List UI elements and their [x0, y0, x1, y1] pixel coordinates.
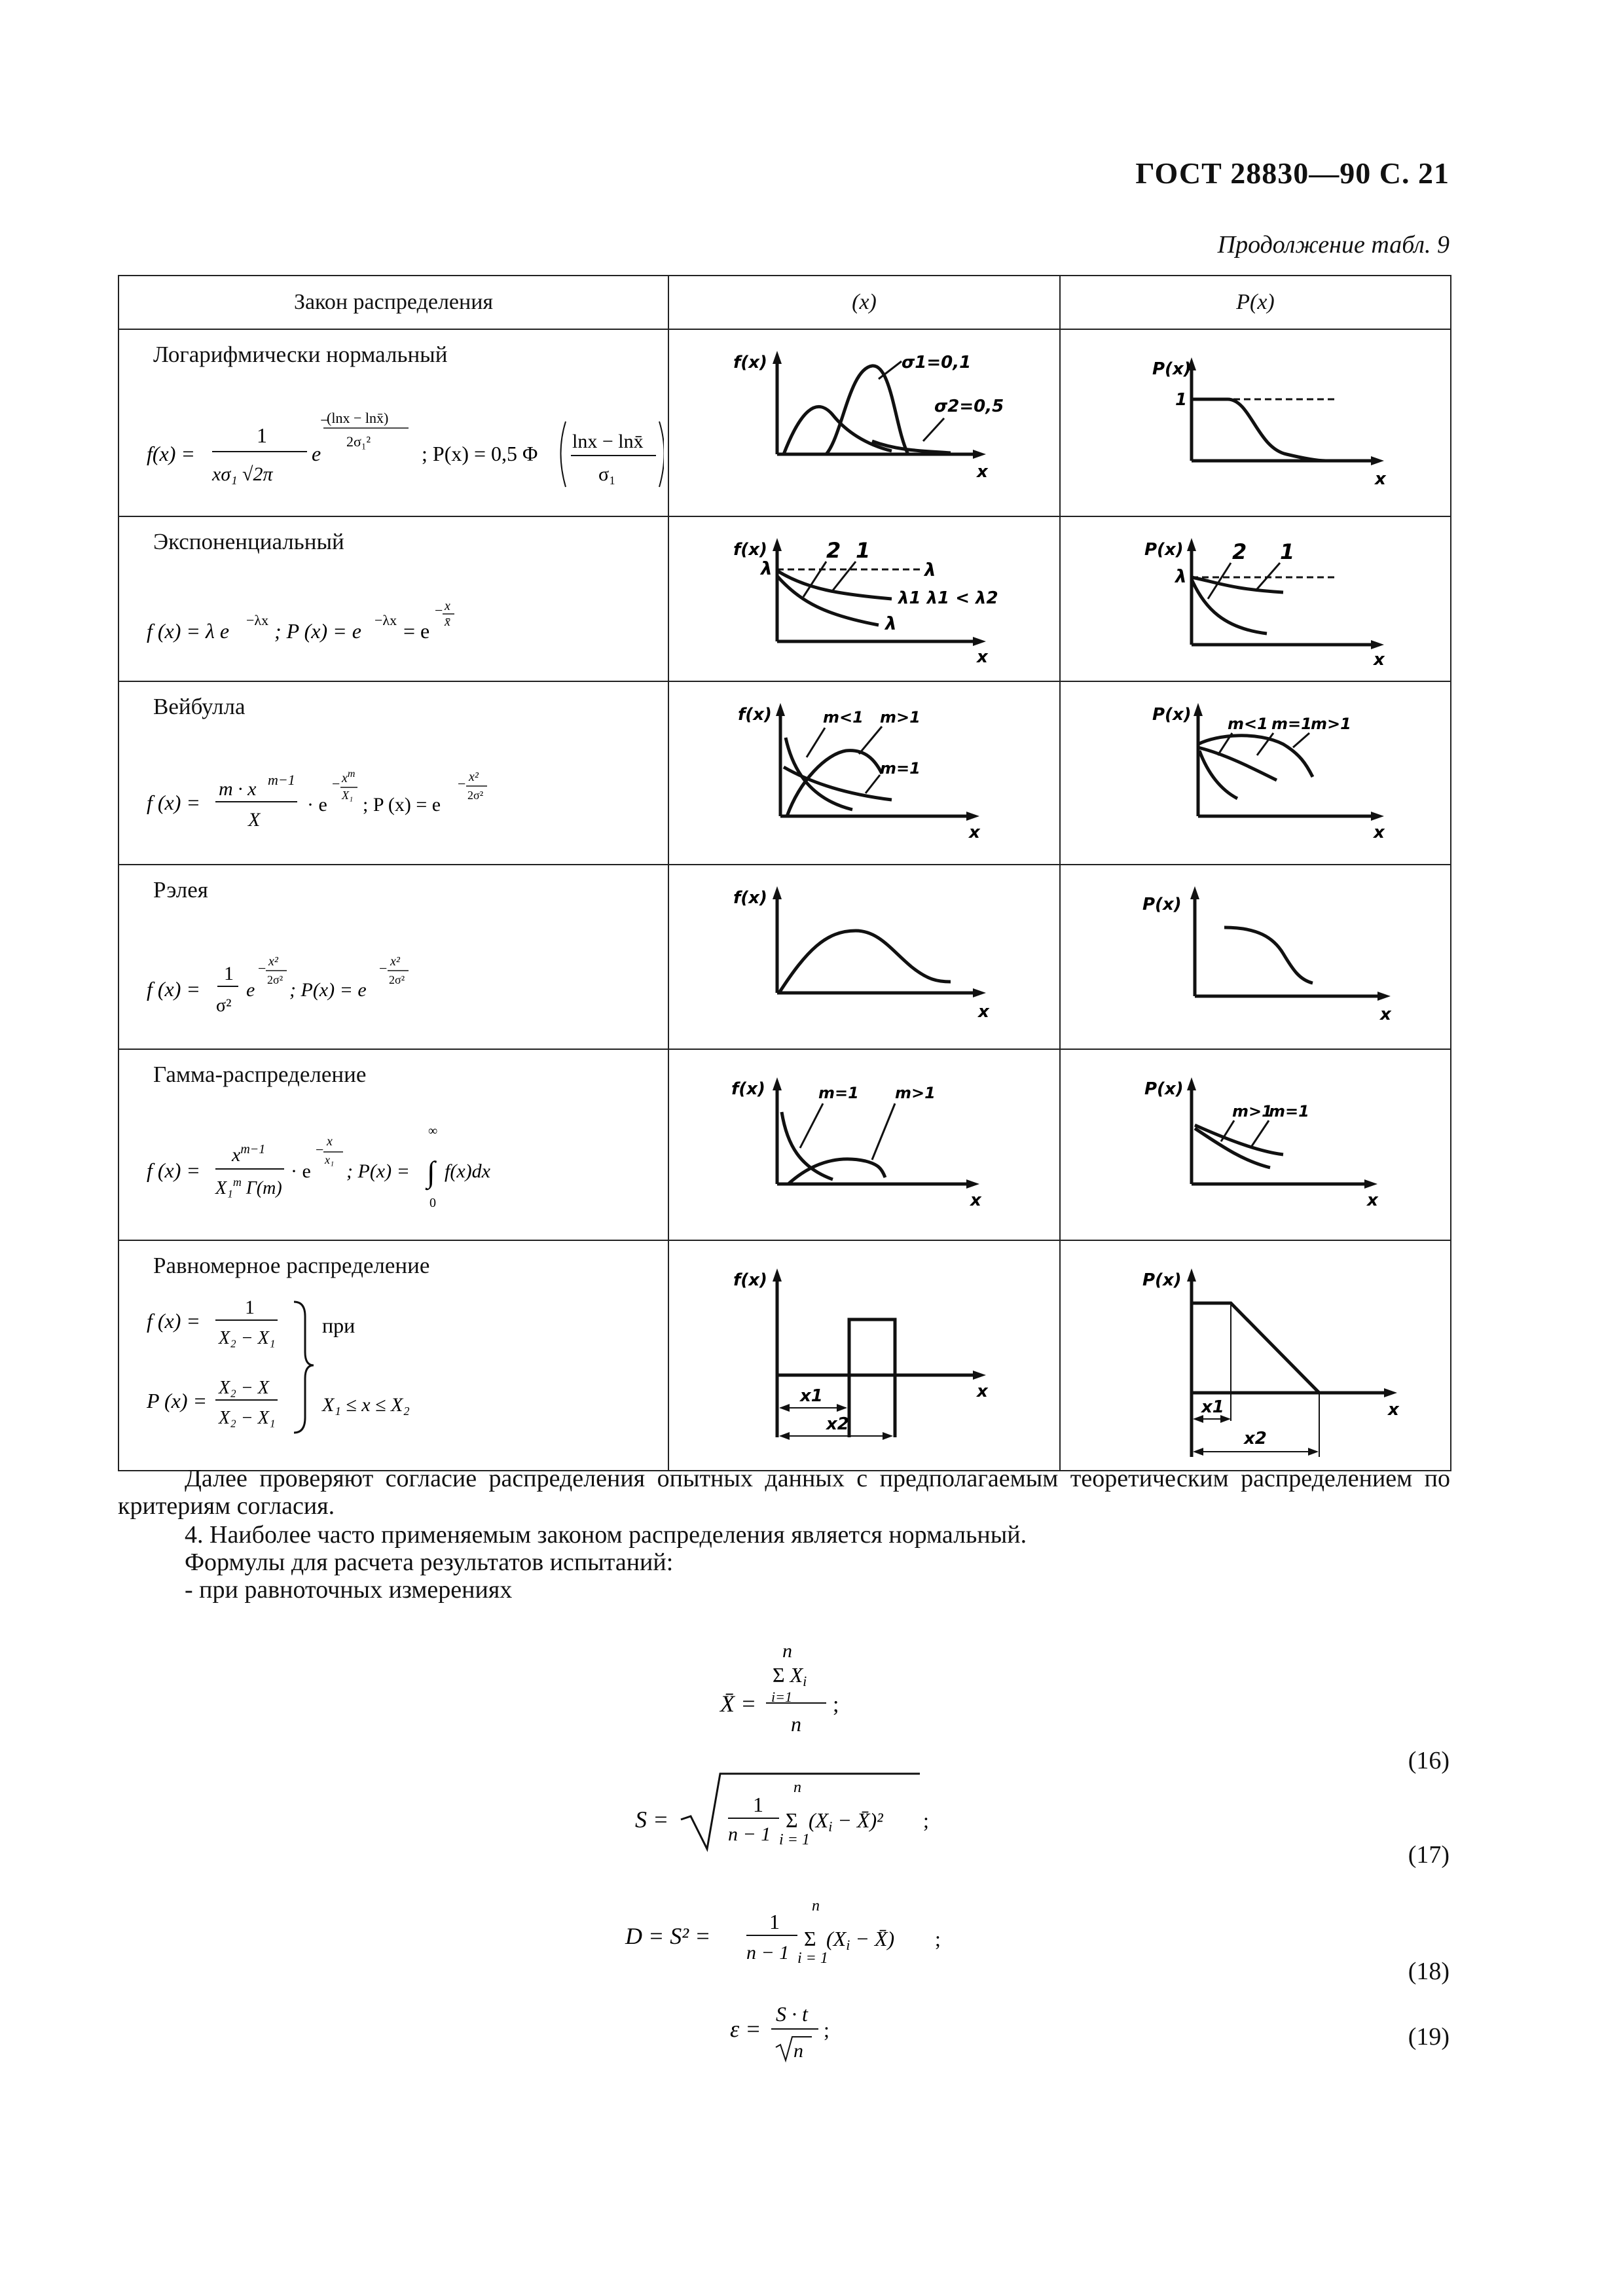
svg-text:xm−1: $x^{m-1}$	[232, 1142, 266, 1166]
x-axis-label: x	[977, 647, 988, 667]
paragraph: 4. Наиболее часто применяемым законом распределения является нормальный.	[185, 1521, 1027, 1549]
svg-text:−λx: −λx	[374, 612, 397, 628]
law-cell	[119, 681, 668, 865]
svg-text:−: −	[458, 776, 466, 792]
svg-text:−: −	[332, 776, 340, 792]
table-continuation-label: Продолжение табл. 9	[1217, 231, 1450, 259]
svg-text:(lnx − lnx̄): (lnx − lnx̄)	[327, 410, 389, 426]
law-name: Гамма-распределение	[153, 1062, 367, 1087]
y-axis-label: P(x)	[1152, 705, 1192, 725]
svg-text:2σ²: 2σ²	[467, 789, 484, 802]
svg-text:X₂ − X₁: X₂ − X₁	[219, 1408, 276, 1428]
law-cell	[119, 865, 668, 1049]
svg-text:1: 1	[257, 423, 267, 447]
svg-text:x²: x²	[390, 954, 400, 969]
condition-label: λ1 λ1 < λ2	[898, 588, 998, 608]
svg-text:0: 0	[429, 1196, 436, 1210]
table-header-row	[119, 276, 1451, 329]
x-axis-label: x	[1374, 650, 1385, 670]
table-row	[119, 329, 1451, 516]
equation-number: (17)	[1408, 1841, 1450, 1869]
px-plot-cell	[1060, 516, 1451, 681]
svg-text:n: n	[793, 2040, 803, 2062]
x-axis-label: x	[970, 1191, 981, 1210]
paragraph: Далее проверяют согласие распределения опытных данных с предполагаемым теоретическим распределением по критериям согласия.	[118, 1465, 1450, 1520]
svg-text:1: 1	[224, 963, 234, 984]
svg-text:Σ Xi: Σ Xi	[773, 1663, 807, 1689]
curve-label: m=1	[880, 759, 921, 778]
svg-text:n − 1: n − 1	[728, 1823, 771, 1845]
col-header-px: P(x)	[1060, 276, 1451, 329]
x-axis-label: x	[969, 823, 980, 842]
svg-text:= e: = e	[403, 619, 430, 643]
equation-number: (18)	[1408, 1958, 1450, 1985]
y-axis-label: f(x)	[733, 888, 767, 908]
law-name: Равномерное распределение	[153, 1253, 430, 1278]
y-axis-label: P(x)	[1144, 540, 1184, 560]
curve-label: 1	[1280, 539, 1295, 564]
distribution-table	[118, 275, 1451, 1471]
law-formula	[147, 914, 664, 1039]
col-header-law: Закон распределения	[119, 276, 668, 329]
svg-text:X₂ − X: X₂ − X	[219, 1378, 269, 1398]
svg-text:−: −	[258, 960, 266, 977]
px-plot-cell	[1060, 329, 1451, 516]
curve-label: m>1	[880, 708, 921, 726]
svg-text:n: n	[791, 1712, 801, 1736]
y-axis-label: f(x)	[733, 353, 767, 372]
lambda-label: λ	[1175, 565, 1187, 587]
svg-text:X₁: X₁	[342, 789, 354, 802]
curve-label: m<1	[1228, 715, 1268, 733]
svg-text:f (x) = λ e: f (x) = λ e	[147, 619, 230, 643]
y-axis-label: f(x)	[733, 1270, 767, 1290]
svg-text:2σ²: 2σ²	[389, 973, 405, 986]
px-plot-cell	[1060, 1049, 1451, 1240]
svg-text:;: ;	[935, 1927, 941, 1950]
px-plot-lognormal	[1061, 330, 1451, 516]
svg-text:e: e	[312, 442, 321, 465]
svg-text:P (x) =: P (x) =	[147, 1389, 208, 1412]
curve-label: σ2=0,5	[934, 397, 1004, 416]
y-axis-label: f(x)	[731, 1079, 765, 1099]
svg-text:1: 1	[769, 1910, 780, 1933]
y-axis-label: P(x)	[1142, 1270, 1182, 1290]
svg-text:· e: · e	[291, 1160, 311, 1182]
px-plot-exponential	[1061, 517, 1451, 681]
svg-text:X₁m Γ(m): X₁$^m$ Γ(m)	[215, 1175, 282, 1198]
svg-text:;: ;	[923, 1808, 929, 1832]
svg-text:m−1: m−1	[268, 772, 295, 788]
equation-16	[0, 1636, 1623, 1761]
interval-label: x2	[826, 1414, 849, 1434]
law-cell	[119, 1240, 668, 1471]
law-cell	[119, 329, 668, 516]
x-axis-label: x	[978, 1002, 989, 1022]
fx-plot-cell	[668, 865, 1060, 1049]
svg-text:1: 1	[753, 1793, 763, 1816]
x-axis-label: x	[977, 462, 988, 482]
svg-text:f (x) =: f (x) =	[147, 1158, 200, 1182]
svg-text:x₁: x₁	[325, 1153, 335, 1166]
svg-text:X: X	[248, 809, 261, 831]
table-row	[119, 1240, 1451, 1471]
svg-text:; P(x) = e: ; P(x) = e	[289, 979, 367, 1001]
svg-text:Σ: Σ	[786, 1808, 798, 1832]
svg-text:Σ: Σ	[804, 1927, 816, 1950]
law-cell	[119, 1049, 668, 1240]
interval-label: x1	[800, 1386, 823, 1406]
table-row	[119, 865, 1451, 1049]
curve-label: m>1	[1311, 715, 1351, 733]
svg-text:1: 1	[245, 1297, 255, 1318]
x-axis-label: x	[1380, 1005, 1391, 1024]
fx-plot-exponential	[669, 517, 1060, 681]
law-formula	[147, 1283, 664, 1454]
law-formula	[147, 731, 664, 855]
y-axis-label: f(x)	[733, 540, 767, 560]
px-plot-rayleigh	[1061, 865, 1451, 1049]
fx-plot-weibull	[669, 682, 1060, 864]
px-plot-weibull	[1061, 682, 1451, 864]
law-formula	[147, 382, 664, 507]
lambda-label: λ	[761, 558, 773, 579]
equation-18	[0, 1895, 1623, 1980]
fx-plot-lognormal	[669, 330, 1060, 516]
law-formula	[147, 563, 664, 687]
y-axis-label: f(x)	[738, 705, 772, 725]
svg-text:f(x)dx: f(x)dx	[445, 1160, 490, 1182]
svg-text:σ²: σ²	[216, 996, 232, 1016]
svg-text:m · x: m · x	[219, 778, 257, 800]
curve-label: 2	[826, 538, 841, 563]
x-axis-label: x	[1388, 1400, 1399, 1420]
law-name: Логарифмически нормальный	[153, 342, 448, 367]
law-name: Экспоненциальный	[153, 529, 344, 554]
fx-plot-rayleigh	[669, 865, 1060, 1049]
law-name: Вейбулла	[153, 694, 246, 719]
level-label: 1	[1175, 390, 1188, 410]
law-cell	[119, 516, 668, 681]
table-row	[119, 681, 1451, 865]
px-plot-cell	[1060, 865, 1451, 1049]
svg-text:2σ²: 2σ²	[267, 973, 283, 986]
svg-text:f (x) =: f (x) =	[147, 791, 200, 814]
paragraph: Формулы для расчета результатов испытаний:	[185, 1549, 674, 1576]
equation-19	[0, 1990, 1623, 2075]
curve-label: m>1	[895, 1084, 936, 1102]
equation-number: (16)	[1408, 1747, 1450, 1774]
svg-text:n − 1: n − 1	[746, 1942, 790, 1964]
lambda-label: λ	[924, 559, 936, 581]
svg-text:x: x	[327, 1134, 333, 1149]
svg-text:· e: · e	[307, 794, 327, 816]
y-axis-label: P(x)	[1144, 1079, 1184, 1099]
svg-text:i=1: i=1	[771, 1689, 792, 1705]
svg-text:σ₁: σ₁	[598, 463, 616, 485]
fx-plot-gamma	[669, 1050, 1060, 1240]
x-axis-label: x	[1367, 1191, 1378, 1210]
svg-text:S · t: S · t	[776, 2002, 808, 2026]
svg-text:f(x) =: f(x) =	[147, 442, 195, 465]
curve-label: m<1	[823, 708, 864, 726]
y-axis-label: P(x)	[1142, 895, 1182, 914]
svg-text:f (x) =: f (x) =	[147, 977, 200, 1001]
curve-label: 1	[856, 538, 871, 563]
svg-text:x: x	[445, 599, 450, 613]
interval-label: x1	[1201, 1397, 1224, 1417]
px-plot-gamma	[1061, 1050, 1451, 1240]
svg-text:2σ₁²: 2σ₁²	[346, 433, 371, 450]
y-axis-label: P(x)	[1152, 359, 1192, 379]
svg-text:; P (x) = e: ; P (x) = e	[363, 794, 441, 816]
svg-text:n: n	[812, 1897, 820, 1914]
table-row	[119, 1049, 1451, 1240]
svg-text:i = 1: i = 1	[779, 1831, 810, 1848]
svg-text:(Xi − X̄): (Xi − X̄)	[826, 1927, 895, 1953]
svg-text:; P (x) = e: ; P (x) = e	[274, 619, 361, 643]
svg-text:n: n	[782, 1640, 792, 1662]
svg-text:при: при	[322, 1314, 356, 1337]
fx-plot-cell	[668, 329, 1060, 516]
svg-text:f (x) =: f (x) =	[147, 1309, 200, 1333]
lambda-label: λ	[885, 613, 897, 634]
svg-text:;: ;	[833, 1693, 839, 1717]
svg-text:x²: x²	[469, 770, 479, 784]
svg-text:ε =: ε =	[730, 2016, 761, 2042]
page-header: ГОСТ 28830—90 С. 21	[1135, 156, 1450, 190]
col-header-fx: (x)	[668, 276, 1060, 329]
svg-text:x̄: x̄	[445, 615, 450, 629]
svg-text:S =: S =	[635, 1806, 669, 1833]
law-name: Рэлея	[153, 877, 208, 903]
svg-text:X₂ − X₁: X₂ − X₁	[219, 1328, 276, 1348]
svg-text:n: n	[793, 1779, 801, 1796]
fx-plot-cell	[668, 516, 1060, 681]
svg-text:x²: x²	[268, 954, 278, 969]
paragraph: - при равноточных измерениях	[185, 1576, 513, 1604]
svg-text:i = 1: i = 1	[797, 1950, 828, 1967]
x-axis-label: x	[1375, 469, 1386, 489]
svg-text:−: −	[316, 1141, 324, 1158]
law-formula	[147, 1096, 664, 1220]
svg-text:∫: ∫	[427, 1155, 435, 1189]
fx-plot-cell	[668, 1240, 1060, 1471]
x-axis-label: x	[1374, 823, 1385, 842]
curve-label: m=1	[1269, 1102, 1309, 1121]
svg-text:∞: ∞	[428, 1124, 438, 1138]
curve-label: 2	[1232, 539, 1247, 564]
svg-text:xm: $x^m$	[342, 768, 356, 785]
svg-text:(Xi − X̄)²: (Xi − X̄)²	[809, 1808, 883, 1835]
fx-plot-cell	[668, 1049, 1060, 1240]
svg-text:; P(x) = 0,5 Φ: ; P(x) = 0,5 Φ	[422, 442, 538, 465]
curve-label: m=1	[1271, 715, 1312, 733]
svg-text:−: −	[435, 602, 443, 619]
svg-text:; P(x) =: ; P(x) =	[346, 1160, 410, 1182]
interval-label: x2	[1244, 1429, 1267, 1448]
equation-17	[0, 1767, 1623, 1865]
svg-text:xσ₁ √2π: xσ₁ √2π	[212, 463, 273, 485]
px-plot-uniform	[1061, 1241, 1451, 1470]
px-plot-cell	[1060, 1240, 1451, 1471]
svg-text:e: e	[246, 979, 255, 1001]
svg-text:−: −	[379, 960, 388, 977]
svg-text:X₁ ≤ x ≤ X₂: X₁ ≤ x ≤ X₂	[322, 1394, 410, 1416]
svg-text:X̄ =: X̄ =	[720, 1691, 757, 1717]
x-axis-label: x	[977, 1382, 988, 1401]
svg-text:D = S² =: D = S² =	[625, 1923, 711, 1949]
svg-text:;: ;	[824, 2018, 830, 2041]
equation-number: (19)	[1408, 2023, 1450, 2051]
curve-label: σ1=0,1	[902, 353, 972, 372]
fx-plot-cell	[668, 681, 1060, 865]
svg-text:−λx: −λx	[246, 612, 269, 628]
svg-text:lnx − lnx̄: lnx − lnx̄	[572, 431, 644, 452]
curve-label: m>1	[1232, 1102, 1273, 1121]
svg-text:−: −	[320, 412, 329, 429]
curve-label: m=1	[818, 1084, 859, 1102]
fx-plot-uniform	[669, 1241, 1060, 1470]
table-row	[119, 516, 1451, 681]
px-plot-cell	[1060, 681, 1451, 865]
